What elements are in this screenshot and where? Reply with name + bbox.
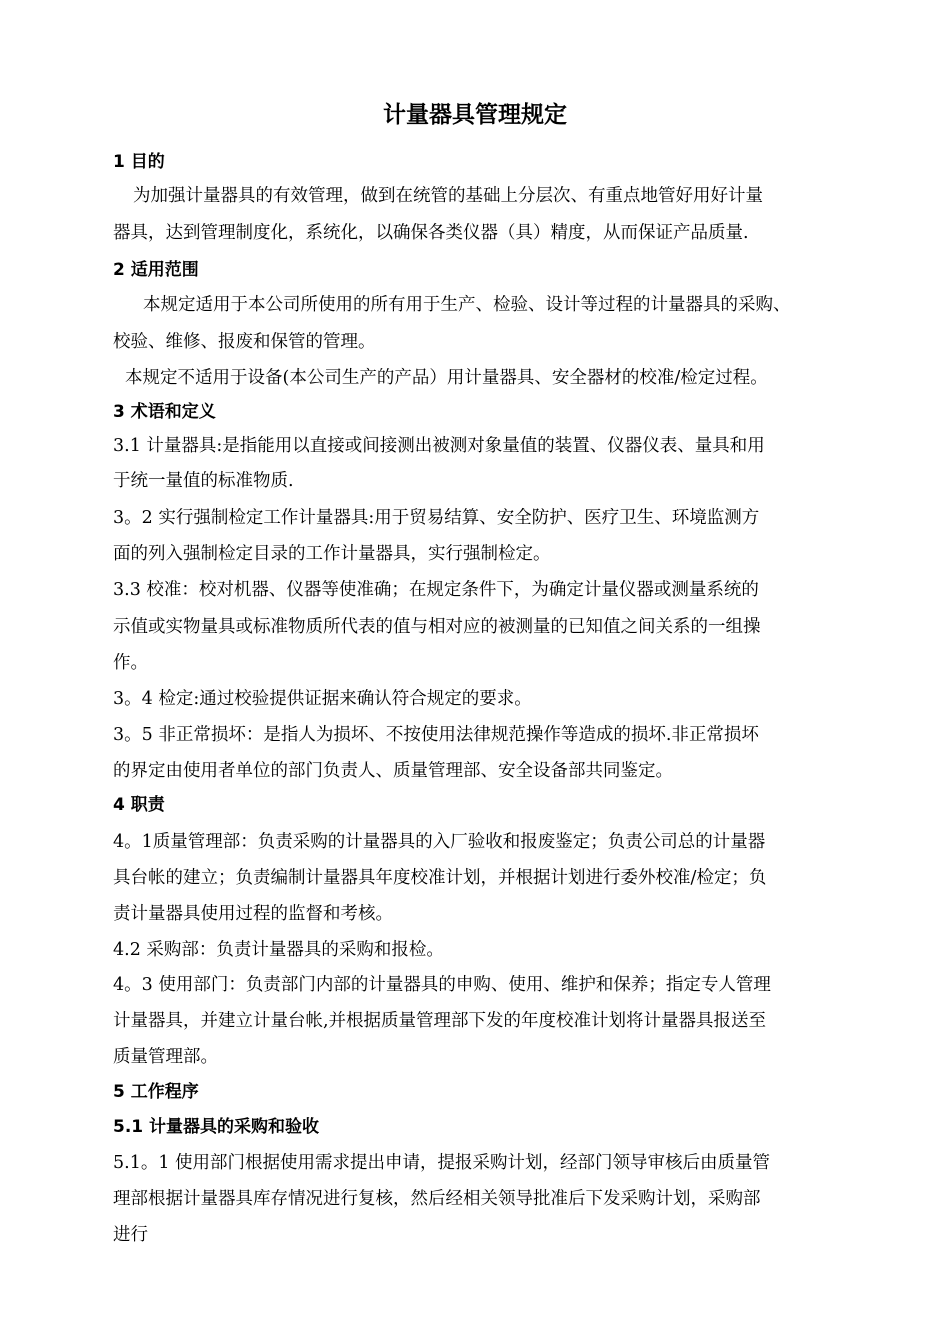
subsection-heading: 5.1 计量器具的采购和验收 bbox=[113, 1117, 320, 1137]
paragraph-line: 责计量器具使用过程的监督和考核。 bbox=[113, 904, 393, 924]
section-heading: 2 适用范围 bbox=[113, 260, 199, 280]
paragraph-line: 理部根据计量器具库存情况进行复核，然后经相关领导批准后下发采购计划，采购部 bbox=[113, 1189, 761, 1209]
paragraph-line: 5.1。1 使用部门根据使用需求提出申请，提报采购计划，经部门领导审核后由质量管 bbox=[113, 1153, 771, 1173]
paragraph-line: 具台帐的建立；负责编制计量器具年度校准计划，并根据计划进行委外校准/检定；负 bbox=[113, 868, 767, 888]
section-heading: 4 职责 bbox=[113, 795, 165, 815]
paragraph-line: 计量器具，并建立计量台帐,并根据质量管理部下发的年度校准计划将计量器具报送至 bbox=[113, 1011, 767, 1031]
paragraph-line: 3.1 计量器具:是指能用以直接或间接测出被测对象量值的装置、仪器仪表、量具和用 bbox=[113, 436, 765, 456]
section-heading: 1 目的 bbox=[113, 152, 165, 172]
paragraph-line: 4。3 使用部门：负责部门内部的计量器具的申购、使用、维护和保养；指定专人管理 bbox=[113, 975, 771, 995]
paragraph-line: 为加强计量器具的有效管理，做到在统管的基础上分层次、有重点地管好用好计量 bbox=[133, 186, 763, 206]
paragraph-line: 本规定适用于本公司所使用的所有用于生产、检验、设计等过程的计量器具的采购、 bbox=[143, 295, 791, 315]
paragraph-line: 质量管理部。 bbox=[113, 1047, 218, 1067]
document-title: 计量器具管理规定 bbox=[383, 102, 567, 128]
section-heading: 5 工作程序 bbox=[113, 1082, 199, 1102]
paragraph-line: 的界定由使用者单位的部门负责人、质量管理部、安全设备部共同鉴定。 bbox=[113, 761, 673, 781]
paragraph-line: 进行 bbox=[113, 1225, 148, 1245]
section-heading: 3 术语和定义 bbox=[113, 402, 216, 422]
paragraph-line: 于统一量值的标准物质. bbox=[113, 471, 294, 491]
paragraph-line: 4.2 采购部：负责计量器具的采购和报检。 bbox=[113, 940, 444, 960]
paragraph-line: 作。 bbox=[113, 653, 148, 673]
paragraph-line: 器具，达到管理制度化，系统化，以确保各类仪器（具）精度，从而保证产品质量. bbox=[113, 223, 749, 243]
paragraph-line: 3.3 校准：校对机器、仪器等使准确；在规定条件下，为确定计量仪器或测量系统的 bbox=[113, 580, 759, 600]
paragraph-line: 本规定不适用于设备(本公司生产的产品）用计量器具、安全器材的校准/检定过程。 bbox=[125, 368, 768, 388]
paragraph-line: 示值或实物量具或标准物质所代表的值与相对应的被测量的已知值之间关系的一组操 bbox=[113, 617, 761, 637]
paragraph-line: 3。2 实行强制检定工作计量器具:用于贸易结算、安全防护、医疗卫生、环境监测方 bbox=[113, 508, 760, 528]
paragraph-line: 校验、维修、报废和保管的管理。 bbox=[113, 332, 376, 352]
paragraph-line: 面的列入强制检定目录的工作计量器具，实行强制检定。 bbox=[113, 544, 551, 564]
paragraph-line: 3。5 非正常损坏：是指人为损坏、不按使用法律规范操作等造成的损坏.非正常损坏 bbox=[113, 725, 759, 745]
paragraph-line: 3。4 检定:通过校验提供证据来确认符合规定的要求。 bbox=[113, 689, 532, 709]
paragraph-line: 4。1质量管理部：负责采购的计量器具的入厂验收和报废鉴定；负责公司总的计量器 bbox=[113, 832, 766, 852]
